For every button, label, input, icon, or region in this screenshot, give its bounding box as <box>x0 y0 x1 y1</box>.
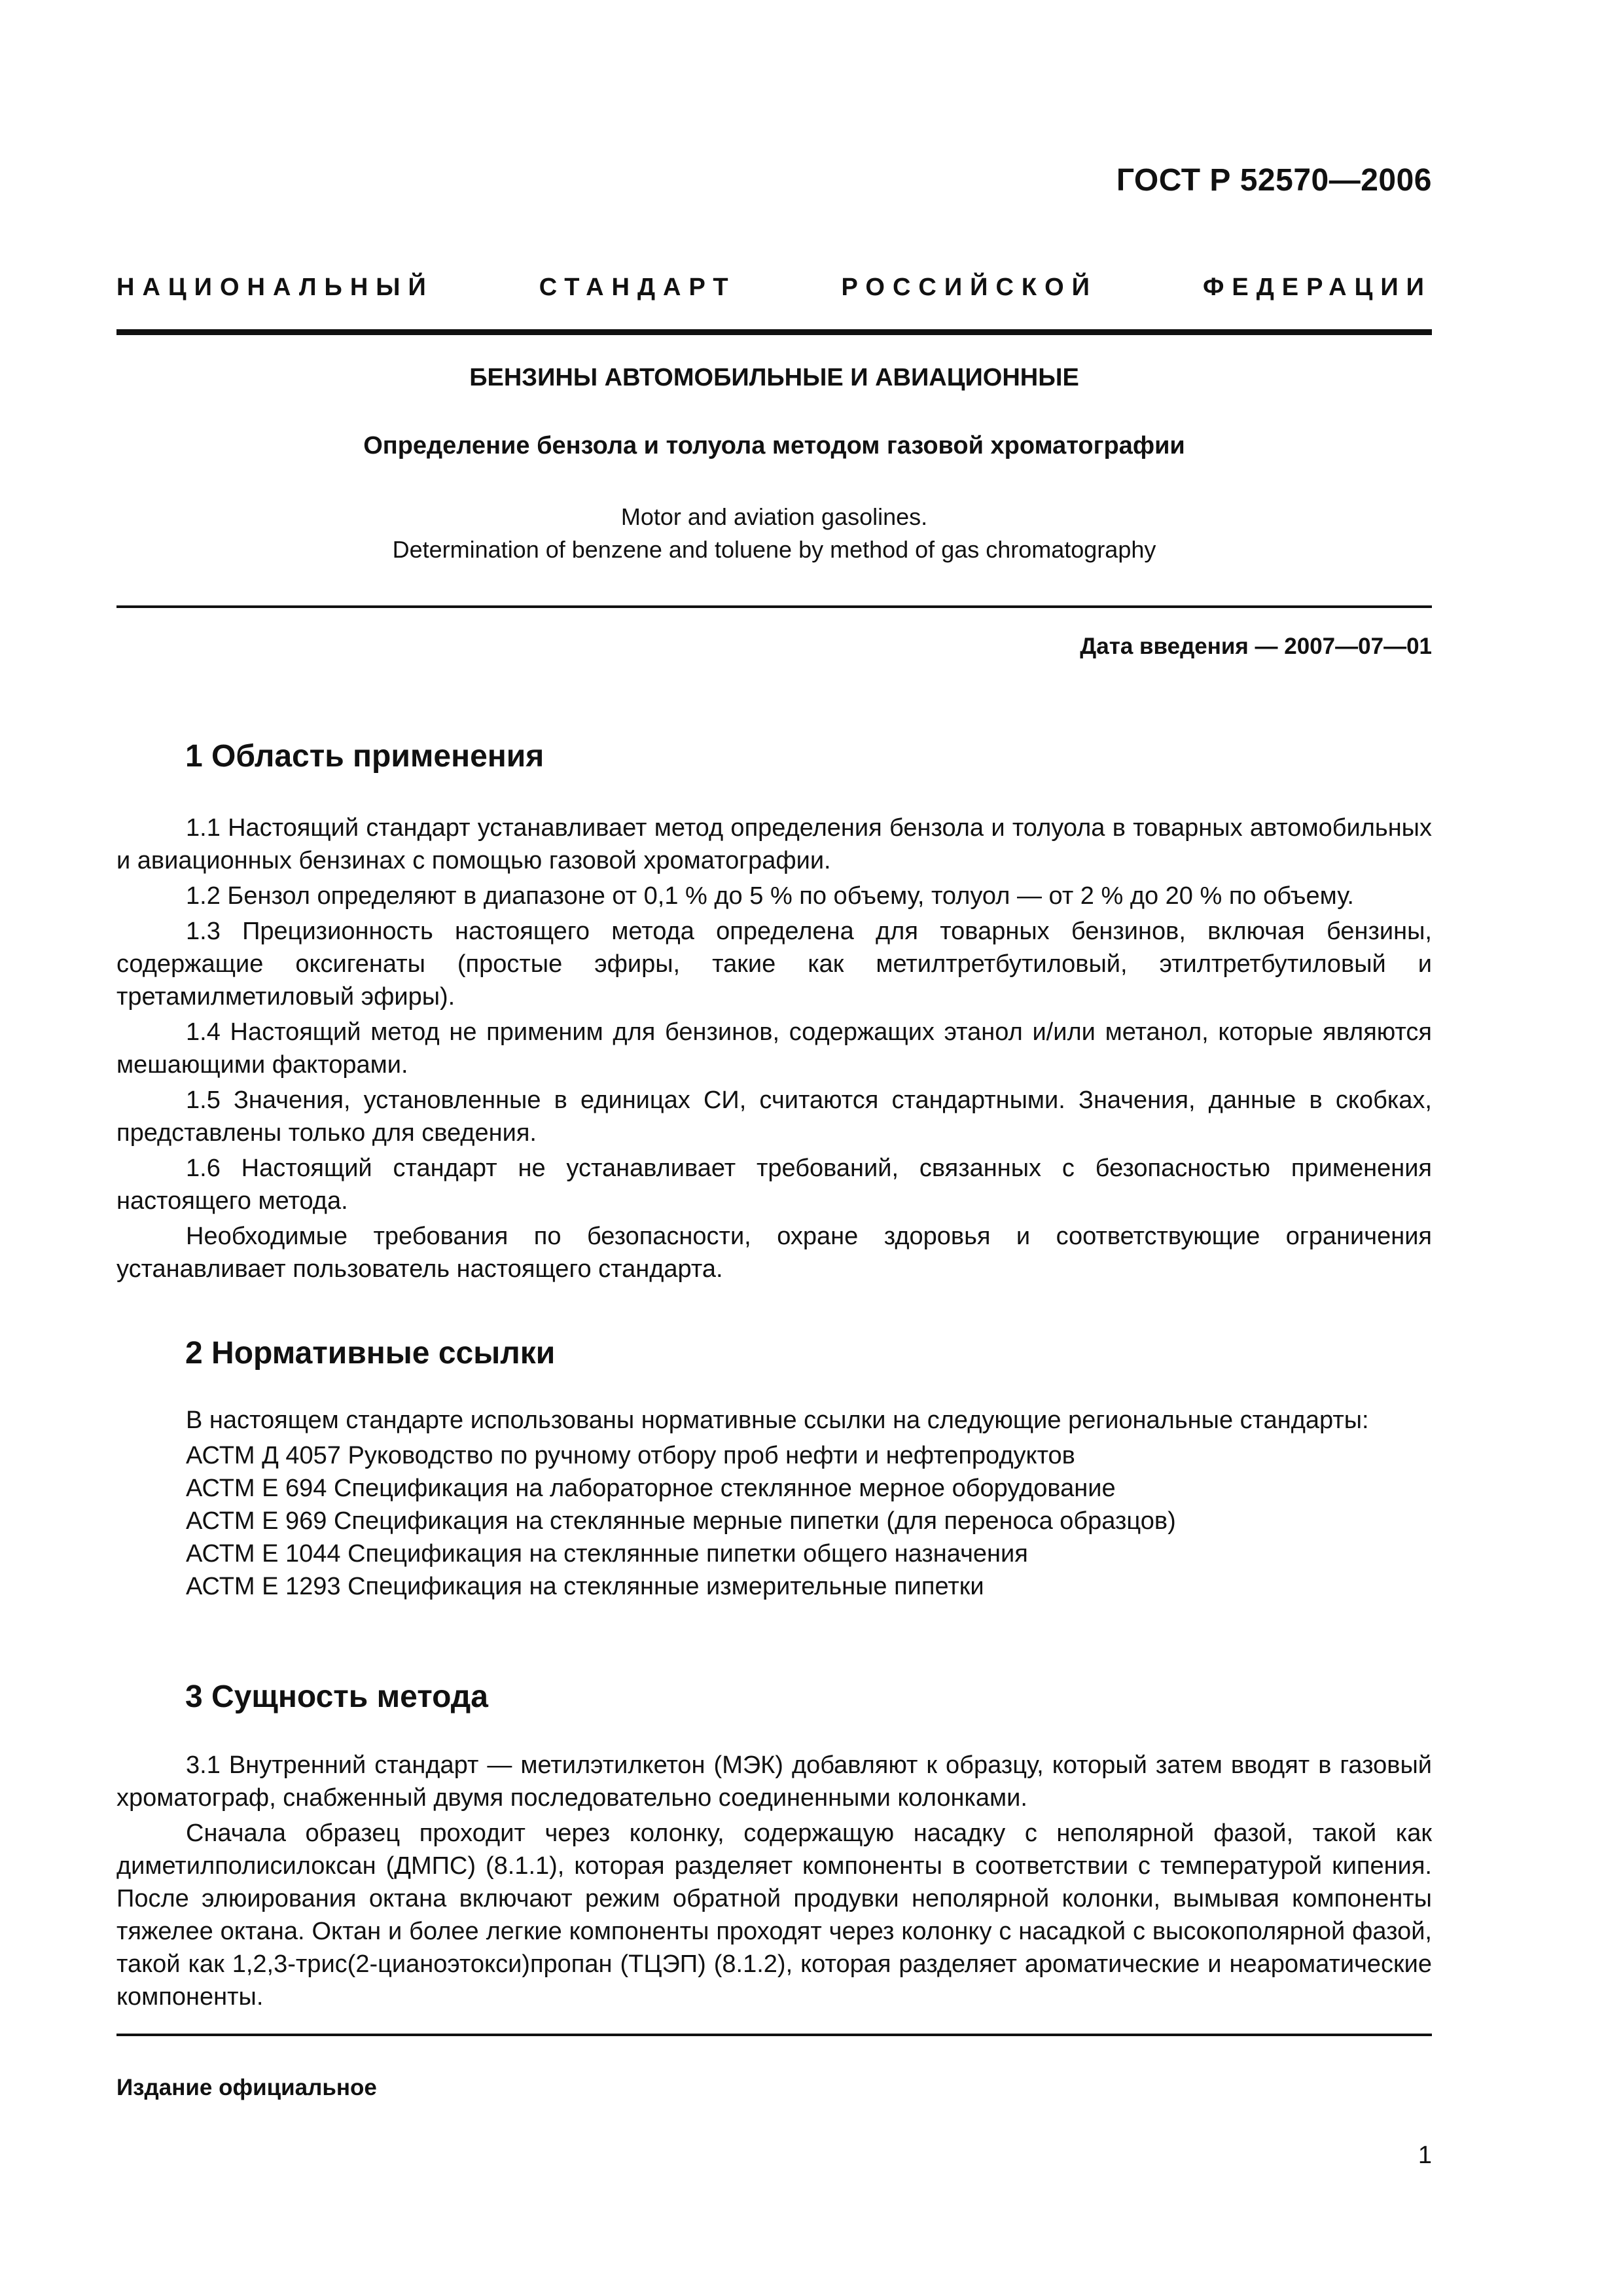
english-title-line: Determination of benzene and toluene by method of gas chromatography <box>392 536 1156 563</box>
banner-word: РОССИЙСКОЙ <box>841 274 1097 301</box>
section-body-method <box>116 1749 1432 2013</box>
paragraph: 1.3 Прецизионность настоящего метода определена для товарных бензинов, включая бензины, содержащие оксигенаты (простые эфиры, такие как метилтретбутиловый, этилтретбутиловый и третамилметиловый эфиры). <box>116 918 1432 1011</box>
section-heading-scope: 1 Область применения <box>185 739 544 774</box>
standard-banner <box>116 274 1432 302</box>
edition-note: Издание официальное <box>116 2075 377 2100</box>
paragraph: Сначала образец проходит через колонку, содержащую насадку с неполярной фазой, такой как диметилполисилоксан (ДМПС) (8.1.1), которая разделяет компоненты в соответствии с температурой кипения. После элюирования октана включают режим обратной продувки неполярной колонки, вымывая компоненты тяжелее октана. Октан и более легкие компоненты проходят через колонку с насадкой с высокополярной фазой, такой как 1,2,3-трис(2-цианоэтокси)пропан (ТЦЭП) (8.1.2), которая разделяет ароматические и неароматические компоненты. <box>116 1820 1432 2011</box>
reference-item: АСТМ Е 1044 Спецификация на стеклянные пипетки общего назначения <box>186 1540 1028 1568</box>
reference-item: АСТМ Е 1293 Спецификация на стеклянные измерительные пипетки <box>186 1573 984 1600</box>
header-divider <box>116 329 1432 335</box>
paragraph: 1.5 Значения, установленные в единицах СИ, считаются стандартными. Значения, данные в скобках, представлены только для сведения. <box>116 1086 1432 1147</box>
paragraph: 1.6 Настоящий стандарт не устанавливает требований, связанных с безопасностью применения настоящего метода. <box>116 1155 1432 1215</box>
paragraph: 3.1 Внутренний стандарт — метилэтилкетон (МЭК) добавляют к образцу, который затем вводят в газовый хроматограф, снабженный двумя последовательно соединенными колонками. <box>116 1751 1432 1812</box>
section-heading-method: 3 Сущность метода <box>185 1679 488 1714</box>
paragraph: 1.4 Настоящий метод не применим для бензинов, содержащих этанол и/или метанол, которые являются мешающими факторами. <box>116 1018 1432 1079</box>
document-number: ГОСТ Р 52570—2006 <box>1116 163 1432 198</box>
reference-item: АСТМ Д 4057 Руководство по ручному отбору проб нефти и нефтепродуктов <box>186 1442 1075 1469</box>
paragraph: Необходимые требования по безопасности, охране здоровья и соответствующие ограничения устанавливает пользователь настоящего стандарта. <box>116 1223 1432 1283</box>
reference-item: АСТМ Е 694 Спецификация на лабораторное стеклянное мерное оборудование <box>186 1475 1116 1502</box>
paragraph: 1.2 Бензол определяют в диапазоне от 0,1 % до 5 % по объему, толуол — от 2 % до 20 % по объему. <box>186 882 1354 910</box>
banner-word: ФЕДЕРАЦИИ <box>1202 274 1432 301</box>
english-title <box>116 501 1432 566</box>
english-title-line: Motor and aviation gasolines. <box>620 503 928 530</box>
paragraph: В настоящем стандарте использованы нормативные ссылки на следующие региональные стандарты: <box>186 1407 1369 1434</box>
banner-word: СТАНДАРТ <box>539 274 736 301</box>
introduction-date: Дата введения — 2007—07—01 <box>1080 634 1432 659</box>
title-divider <box>116 605 1432 608</box>
page-number: 1 <box>1418 2142 1432 2169</box>
document-title: БЕНЗИНЫ АВТОМОБИЛЬНЫЕ И АВИАЦИОННЫЕ <box>469 364 1079 391</box>
footer-divider <box>116 2034 1432 2036</box>
banner-word: НАЦИОНАЛЬНЫЙ <box>116 274 434 301</box>
reference-item: АСТМ Е 969 Спецификация на стеклянные мерные пипетки (для переноса образцов) <box>186 1507 1176 1535</box>
section-body-scope <box>116 812 1432 1285</box>
document-subtitle: Определение бензола и толуола методом газовой хроматографии <box>363 432 1185 459</box>
section-heading-references: 2 Нормативные ссылки <box>185 1336 556 1371</box>
paragraph: 1.1 Настоящий стандарт устанавливает метод определения бензола и толуола в товарных автомобильных и авиационных бензинах с помощью газовой хроматографии. <box>116 814 1432 874</box>
section-body-references <box>116 1404 1432 1603</box>
